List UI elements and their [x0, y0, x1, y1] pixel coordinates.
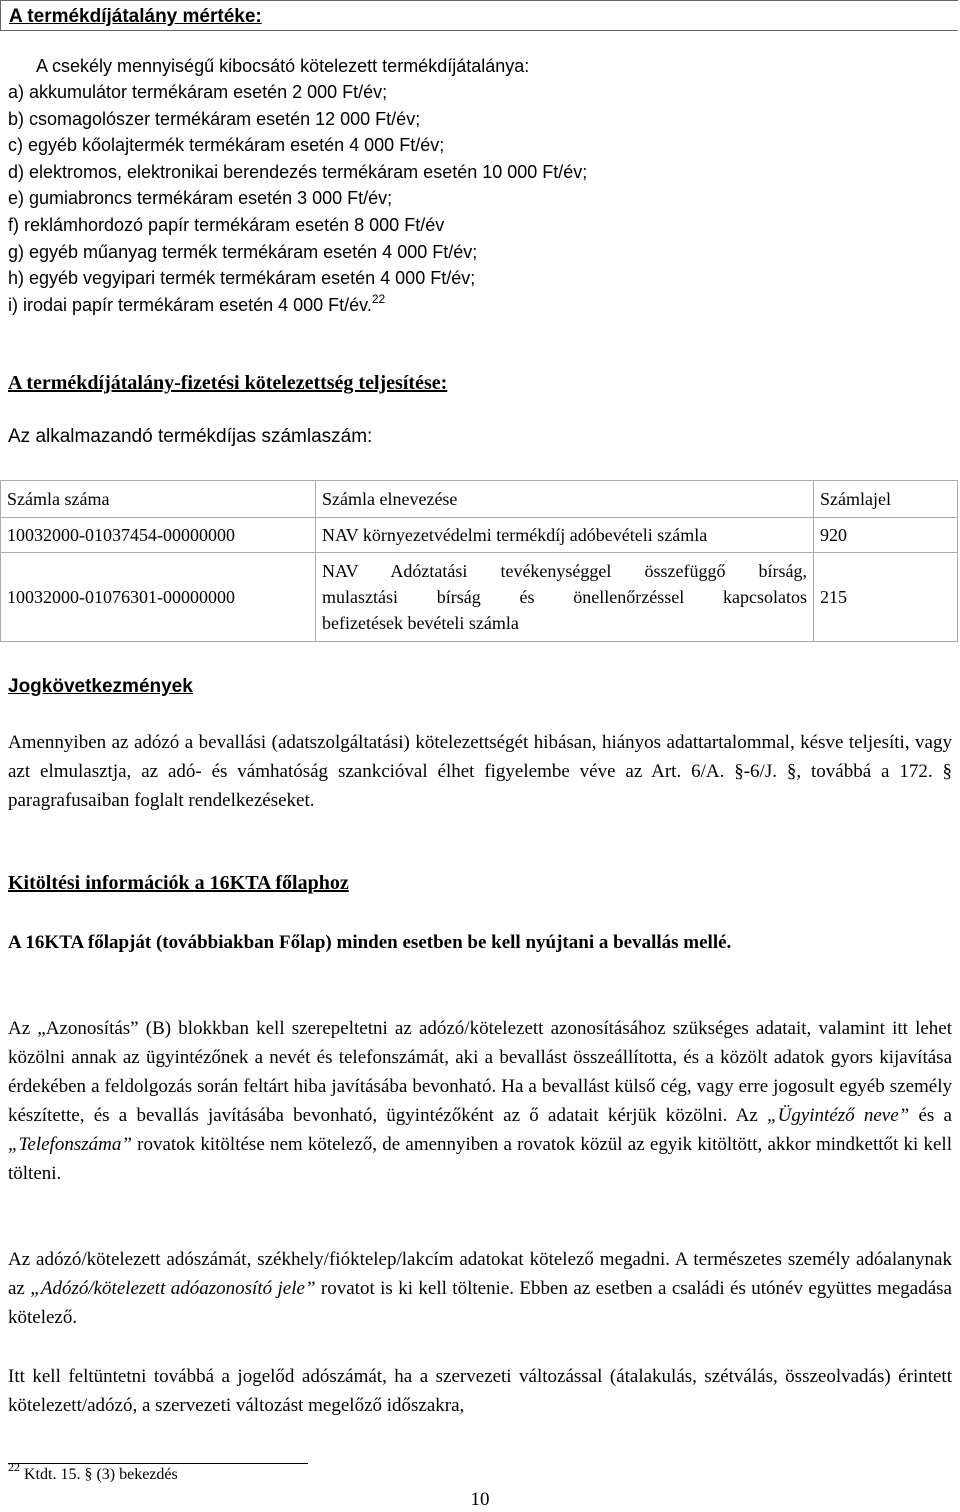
footnote-divider [8, 1463, 308, 1464]
section-header: A termékdíjátalány mértéke: [0, 0, 958, 31]
list-item: f) reklámhordozó papír termékáram esetén 8 000 Ft/év [8, 214, 445, 235]
text-run: és a [909, 1105, 952, 1126]
fee-list [8, 79, 587, 318]
account-table [0, 480, 958, 642]
section2-intro: Az alkalmazandó termékdíjas számlaszám: [8, 426, 373, 447]
col-header-code: Számlajel [814, 481, 958, 518]
fill-heading: Kitöltési információk a 16KTA főlaphoz [8, 872, 349, 894]
text-run: Az „Azonosítás” (B) blokkban kell szerepeltetni az adózó/kötelezett azonosításához szükséges adatait, valamint itt lehet közölni annak az ügyintézőnek a nevét és telefonszámát, aki a bevallást összeállította, és a közölt adatok gyors kijavítása érdekében a feldolgozás során feltárt hiba javításába bevonható. Ha a bevallást külső cég, vagy erre jogosult egyéb személy készítette, és a bevallás javításába bevonható, ügyintézőként az ő adatait kérjük közölni. Az [8, 1018, 952, 1126]
list-item: b) csomagolószer termékáram esetén 12 000 Ft/év; [8, 108, 421, 129]
account-number: 10032000-01076301-00000000 [1, 553, 316, 642]
account-name-line: mulasztási bírság és önellenőrzéssel kapcsolatos [322, 587, 807, 607]
col-header-name: Számla elnevezése [316, 481, 814, 518]
page-number: 10 [470, 1489, 490, 1510]
consequences-heading: Jogkövetkezmények [8, 676, 193, 697]
paragraph-predecessor: Itt kell feltüntetni továbbá a jogelőd adószámát, ha a szervezeti változással (átalakulás, szétválás, összeolvadás) érintett kötelezett/adózó, a szervezeti változást megelőző időszakra, [8, 1366, 952, 1416]
list-item: a) akkumulátor termékáram esetén 2 000 Ft/év; [8, 82, 388, 102]
bold-paragraph: A 16KTA főlapját (továbbiakban Főlap) minden esetben be kell nyújtani a bevallás mellé. [8, 932, 732, 953]
footnote-text: Ktdt. 15. § (3) bekezdés [24, 1466, 178, 1483]
account-name-line: befizetések bevételi számla [322, 613, 519, 633]
list-item-text: i) irodai papír termékáram esetén 4 000 Ft/év. [8, 294, 372, 315]
footnote-ref[interactable]: 22 [371, 291, 386, 306]
list-item: g) egyéb műanyag termék termékáram esetén 4 000 Ft/év; [8, 241, 478, 262]
table-row [1, 553, 958, 642]
consequences-text: Amennyiben az adózó a bevallási (adatszolgáltatási) kötelezettségét hibásan, hiányos adattartalommal, késve teljesíti, vagy azt elmulasztja, az adó- és vámhatóság szankcióval élhet figyelembe véve az Art. 6/A. §-6/J. §, továbbá a 172. § paragrafusaiban foglalt rendelkezéseket. [8, 732, 952, 811]
section2-heading: A termékdíjátalány-fizetési kötelezettség teljesítése: [8, 372, 448, 394]
footnote-number: 22 [8, 1460, 20, 1474]
col-header-number: Számla száma [1, 481, 316, 518]
text-run: Az adózó/kötelezett adószámát, székhely/fióktelep/lakcím adatokat kötelező megadni. A természetes személy adóalanynak az [8, 1249, 952, 1299]
text-run: rovatot is ki kell töltenie. Ebben az esetben a családi és utónév együttes megadása kötelező. [8, 1278, 952, 1328]
list-item: e) gumiabroncs termékáram esetén 3 000 Ft/év; [8, 188, 393, 209]
account-number: 10032000-01037454-00000000 [1, 518, 316, 553]
italic-run: „Adózó/kötelezett adóazonosító jele” [30, 1278, 316, 1299]
paragraph-taxnumber [8, 1245, 952, 1332]
list-intro: A csekély mennyiségű kibocsátó kötelezett termékdíjátalánya: [36, 56, 530, 76]
footnote [8, 1460, 178, 1484]
account-name-line: NAV Adóztatási tevékenységgel összefüggő bírság, [322, 561, 807, 581]
table-row [1, 518, 958, 553]
paragraph-identification [8, 1014, 952, 1188]
account-name [316, 553, 814, 642]
list-item: d) elektromos, elektronikai berendezés termékáram esetén 10 000 Ft/év; [8, 161, 588, 182]
account-code: 920 [814, 518, 958, 553]
account-code: 215 [814, 553, 958, 642]
list-item-last [8, 292, 587, 319]
italic-run: „Telefonszáma” [8, 1134, 132, 1155]
text-run: rovatok kitöltése nem kötelező, de amennyiben a rovatok közül az egyik kitöltött, akkor mindkettőt ki kell tölteni. [8, 1134, 952, 1184]
list-item: h) egyéb vegyipari termék termékáram esetén 4 000 Ft/év; [8, 268, 476, 289]
table-header-row [1, 481, 958, 518]
account-name: NAV környezetvédelmi termékdíj adóbevételi számla [316, 518, 814, 553]
list-item: c) egyéb kőolajtermék termékáram esetén 4 000 Ft/év; [8, 135, 445, 156]
italic-run: „Ügyintéző neve” [767, 1105, 910, 1126]
